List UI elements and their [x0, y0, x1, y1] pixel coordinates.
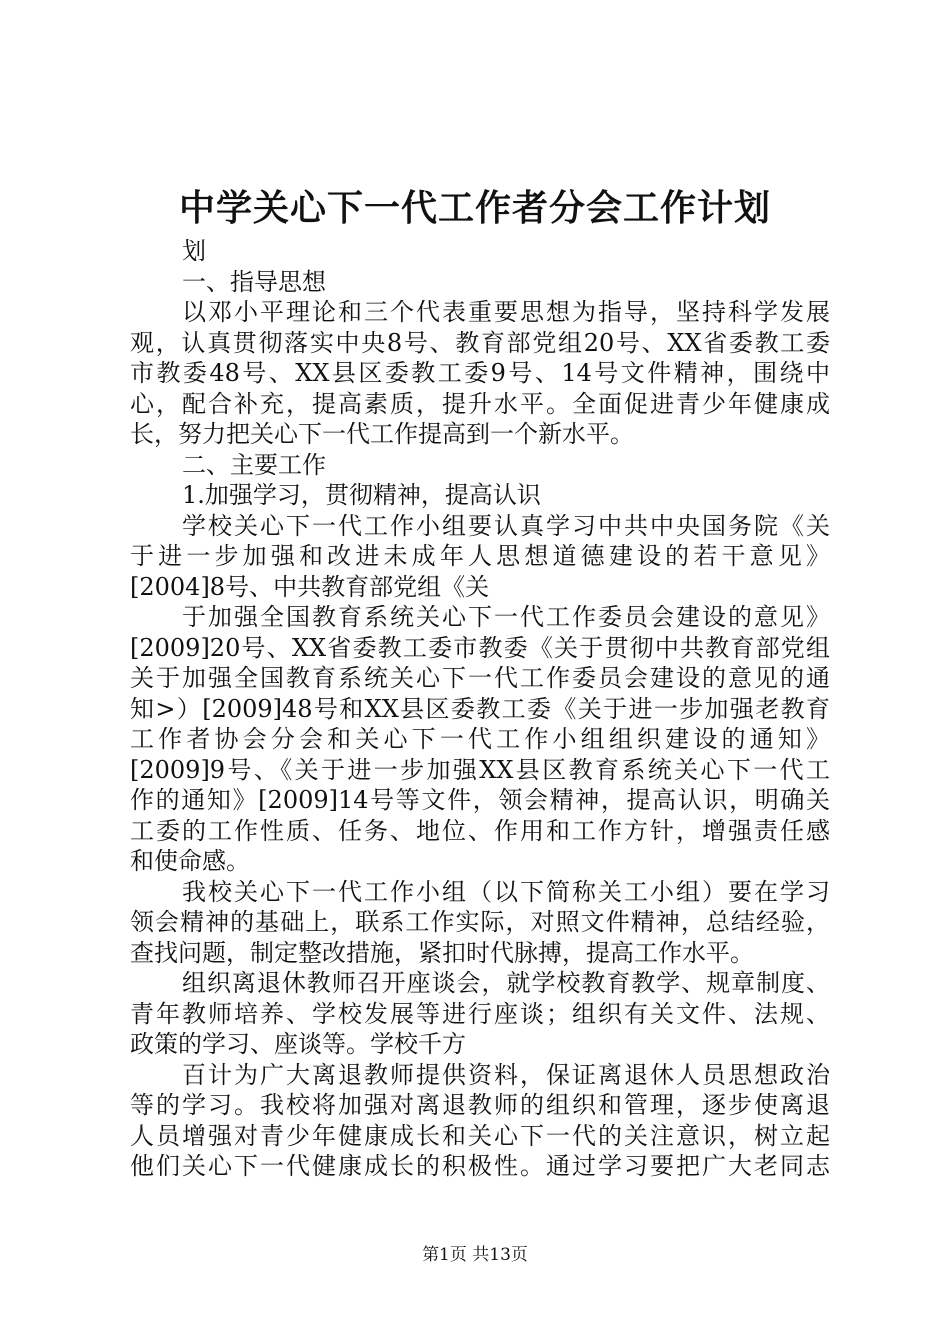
body-line: 他们关心下一代健康成长的积极性。通过学习要把广大老同志 — [130, 1152, 830, 1180]
body-line: 于加强全国教育系统关心下一代工作委员会建设的意见》 — [182, 603, 830, 631]
body-line: 一、指导思想 — [182, 267, 326, 296]
body-line: 查找问题，制定整改措施，紧扣时代脉搏，提高工作水平。 — [130, 938, 754, 967]
body-line: [2009]20号、XX省委教工委市教委《关于贯彻中共教育部党组 — [130, 633, 830, 662]
body-line: 二、主要工作 — [182, 450, 326, 479]
body-line: 青年教师培养、学校发展等进行座谈；组织有关文件、法规、 — [130, 999, 830, 1028]
body-line: [2004]8号、中共教育部党组《关 — [130, 572, 490, 601]
body-line: 学校关心下一代工作小组要认真学习中共中央国务院《关 — [182, 511, 830, 540]
body-line: 人员增强对青少年健康成长和关心下一代的关注意识，树立起 — [130, 1121, 830, 1150]
body-line: 心，配合补充，提高素质，提升水平。全面促进青少年健康成 — [130, 389, 830, 418]
document-body — [130, 236, 830, 1182]
body-line: 于进一步加强和改进未成年人思想道德建设的若干意见》 — [130, 542, 830, 570]
body-line: 工作者协会分会和关心下一代工作小组组织建设的通知》 — [130, 725, 830, 753]
body-line: 我校关心下一代工作小组（以下简称关工小组）要在学习 — [182, 877, 830, 906]
body-line: 划 — [182, 237, 206, 265]
body-line: 关于加强全国教育系统关心下一代工作委员会建设的意见的通 — [130, 664, 830, 692]
body-line: 观，认真贯彻落实中央8号、教育部党组20号、XX省委教工委 — [130, 328, 830, 357]
body-line: 长，努力把关心下一代工作提高到一个新水平。 — [130, 420, 634, 448]
body-line: 政策的学习、座谈等。学校千方 — [130, 1030, 466, 1058]
body-line: 百计为广大离退教师提供资料，保证离退休人员思想政治 — [182, 1060, 830, 1089]
body-line: 领会精神的基础上，联系工作实际，对照文件精神，总结经验， — [130, 908, 830, 936]
body-line: 和使命感。 — [130, 847, 250, 875]
body-line: 知>）[2009]48号和XX县区委教工委《关于进一步加强老教育 — [130, 694, 830, 723]
body-line: [2009]9号、《关于进一步加强XX县区教育系统关心下一代工 — [130, 755, 830, 784]
body-line: 工委的工作性质、任务、地位、作用和工作方针，增强责任感 — [130, 816, 830, 845]
body-line: 1.加强学习，贯彻精神，提高认识 — [182, 481, 541, 509]
body-line: 组织离退休教师召开座谈会，就学校教育教学、规章制度、 — [182, 969, 830, 997]
body-line: 等的学习。我校将加强对离退教师的组织和管理，逐步使离退 — [130, 1091, 830, 1119]
body-line: 市教委48号、XX县区委教工委9号、14号文件精神，围绕中 — [130, 359, 830, 387]
page-footer: 第1页 共13页 — [422, 1245, 528, 1265]
body-line: 作的通知》[2009]14号等文件，领会精神，提高认识，明确关 — [130, 786, 830, 814]
body-line: 以邓小平理论和三个代表重要思想为指导，坚持科学发展 — [182, 298, 830, 326]
document-title: 中学关心下一代工作者分会工作计划 — [178, 187, 771, 229]
